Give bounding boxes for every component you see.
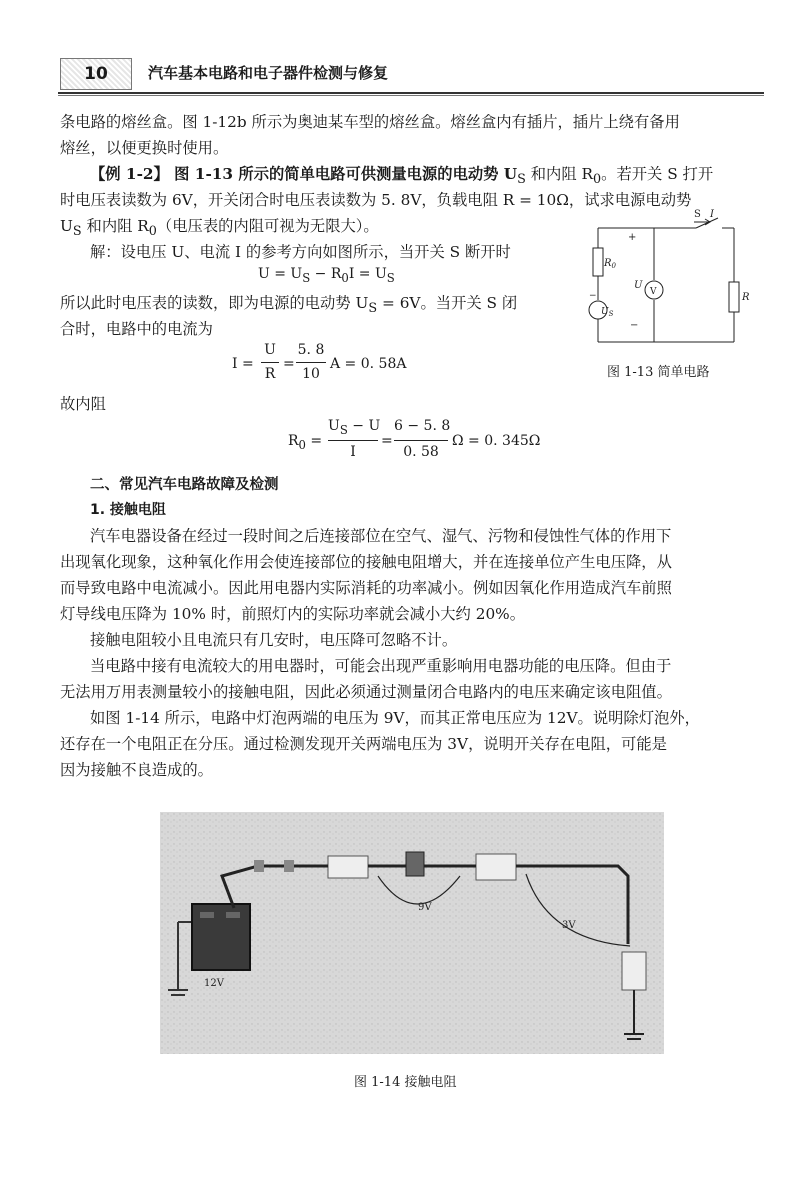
eq-R-num1 xyxy=(328,418,381,437)
sub-title: 1. 接触电阻 xyxy=(90,502,166,518)
text-line: 汽车电器设备在经过一段时间之后连接部位在空气、湿气、污物和侵蚀性气体的作用下 xyxy=(90,527,672,545)
eq-I-den2: 10 xyxy=(302,366,320,382)
eq-part: = xyxy=(305,433,323,449)
eq-part: R xyxy=(288,433,299,449)
label-sub: S xyxy=(608,310,614,318)
label-part: U xyxy=(601,307,609,317)
label-part: R xyxy=(604,258,612,269)
lamp-bulb xyxy=(406,852,424,876)
text-line: 条电路的熔丝盒。图 1-12b 所示为奥迪某车型的熔丝盒。熔丝盒内有插片，插片上绕有备用 xyxy=(60,113,680,131)
text-line: 当电路中接有电流较大的用电器时，可能会出现严重影响用电器功能的电压降。但由于 xyxy=(90,657,672,675)
label-sub: 0 xyxy=(611,262,616,270)
subscript: S xyxy=(386,270,395,285)
eq-R-left xyxy=(288,433,322,452)
book-title: 汽车基本电路和电子器件检测与修复 xyxy=(148,64,389,82)
eq-R-num2: 6 − 5. 8 xyxy=(394,418,451,434)
subscript: S xyxy=(517,172,526,188)
label-Us xyxy=(601,307,614,318)
example-line xyxy=(90,163,713,191)
page-number: 10 xyxy=(60,58,132,90)
label-current: I xyxy=(710,209,714,220)
eq-I-end: A = 0. 58A xyxy=(330,356,407,372)
text-line: 灯导线电压降为 10% 时，前照灯内的实际功率就会减小大约 20%。 xyxy=(60,605,526,623)
subscript: S xyxy=(72,224,82,240)
text-line: 熔丝，以便更换时使用。 xyxy=(60,139,229,157)
eq-part: − U xyxy=(347,418,381,434)
example-text: 和内阻 R xyxy=(525,165,594,183)
text-line: 解：设电压 U、电流 I 的参考方向如图所示，当开关 S 断开时 xyxy=(90,243,511,261)
text: （电压表的内阻可视为无限大）。 xyxy=(156,217,379,235)
eq-I-den1: R xyxy=(264,366,276,382)
text-line: 而导致电路中电流减小。因此用电器内实际消耗的功率减小。例如因氧化作用造成汽车前照 xyxy=(60,579,672,597)
load-resistor xyxy=(729,282,739,312)
fraction-bar xyxy=(261,362,279,363)
label-9V: 9V xyxy=(418,902,432,913)
eq-R-end: Ω = 0. 345Ω xyxy=(452,433,541,449)
figure-1-14-caption: 图 1-14 接触电阻 xyxy=(354,1075,457,1090)
subscript: 0 xyxy=(593,172,602,188)
subscript: S xyxy=(368,301,378,317)
text-line xyxy=(60,215,379,243)
text: 所以此时电压表的读数，即为电源的电动势 U xyxy=(60,294,369,312)
text-line: 如图 1-14 所示，电路中灯泡两端的电压为 9V，而其正常电压应为 12V。说明除灯泡外， xyxy=(90,709,700,727)
figure-1-14-photo xyxy=(160,812,664,1054)
text: U xyxy=(60,217,73,235)
eq-I-num2: 5. 8 xyxy=(297,342,325,358)
eq-I-num1: U xyxy=(264,342,276,358)
eq-R-den2: 0. 58 xyxy=(403,444,439,460)
text-line: 故内阻 xyxy=(60,395,106,413)
text-line: 出现氧化现象，这种氧化作用会使连接部位的接触电阻增大，并在连接单位产生电压降，从 xyxy=(60,553,672,571)
battery-terminal xyxy=(200,912,214,918)
figure-1-13-circuit xyxy=(584,208,770,354)
eq-part: − R xyxy=(310,266,342,282)
eq-part: U = U xyxy=(258,266,303,282)
internal-resistor xyxy=(593,248,603,276)
eq-part: U xyxy=(328,418,340,434)
label-12V: 12V xyxy=(204,978,224,989)
switch xyxy=(476,854,516,880)
text: 和内阻 R xyxy=(81,217,149,235)
text: = 6V。当开关 S 闭 xyxy=(377,294,518,312)
text-line: 无法用万用表测量较小的接触电阻，因此必须通过测量闭合电路内的电压来确定该电阻值。 xyxy=(60,683,672,701)
label-switch: S xyxy=(694,209,701,220)
label-R: R xyxy=(742,292,750,303)
example-text: 【例 1-2】 图 1-13 所示的简单电路可供测量电源的电动势 U xyxy=(90,165,518,183)
equation-open-circuit xyxy=(258,266,395,285)
label-minus-small: − xyxy=(589,291,597,301)
text-line xyxy=(60,292,517,320)
eq-R-mid: = xyxy=(381,433,393,449)
label-voltmeter: V xyxy=(650,287,657,297)
subscript: 0 xyxy=(341,270,349,285)
label-U: U xyxy=(634,280,643,291)
eq-R-den1: I xyxy=(350,444,356,460)
subscript: 0 xyxy=(148,224,157,240)
label-3V: 3V xyxy=(562,920,576,931)
text-line: 接触电阻较小且电流只有几安时，电压降可忽略不计。 xyxy=(90,631,458,649)
text-line: 因为接触不良造成的。 xyxy=(60,761,213,779)
eq-I-left: I = xyxy=(232,356,254,372)
figure-1-13-caption: 图 1-13 简单电路 xyxy=(607,365,710,380)
text-line: 还存在一个电阻正在分压。通过检测发现开关两端电压为 3V，说明开关存在电阻，可能是 xyxy=(60,735,667,753)
label-minus: − xyxy=(630,320,639,331)
text-line: 时电压表读数为 6V，开关闭合时电压表读数为 5. 8V，负载电阻 R = 10Ω，试求电源电动势 xyxy=(60,191,692,209)
subscript: S xyxy=(339,422,348,437)
connector xyxy=(284,860,294,872)
header-rule xyxy=(58,92,764,94)
label-plus: + xyxy=(628,232,637,243)
fraction-bar xyxy=(394,440,448,441)
text-line: 合时，电路中的电流为 xyxy=(60,320,213,338)
lamp-socket xyxy=(328,856,368,878)
header-rule-thin xyxy=(58,95,764,96)
fraction-bar xyxy=(296,362,326,363)
label-R0 xyxy=(603,258,617,270)
battery-terminal xyxy=(226,912,240,918)
eq-I-mid: = xyxy=(283,356,295,372)
subscript: 0 xyxy=(298,437,306,452)
connector xyxy=(254,860,264,872)
subscript: S xyxy=(302,270,311,285)
section-title: 二、常见汽车电路故障及检测 xyxy=(90,477,279,493)
example-text: 。若开关 S 打开 xyxy=(601,165,714,183)
fraction-bar xyxy=(328,440,378,441)
load-device xyxy=(622,952,646,990)
eq-part: I = U xyxy=(348,266,387,282)
